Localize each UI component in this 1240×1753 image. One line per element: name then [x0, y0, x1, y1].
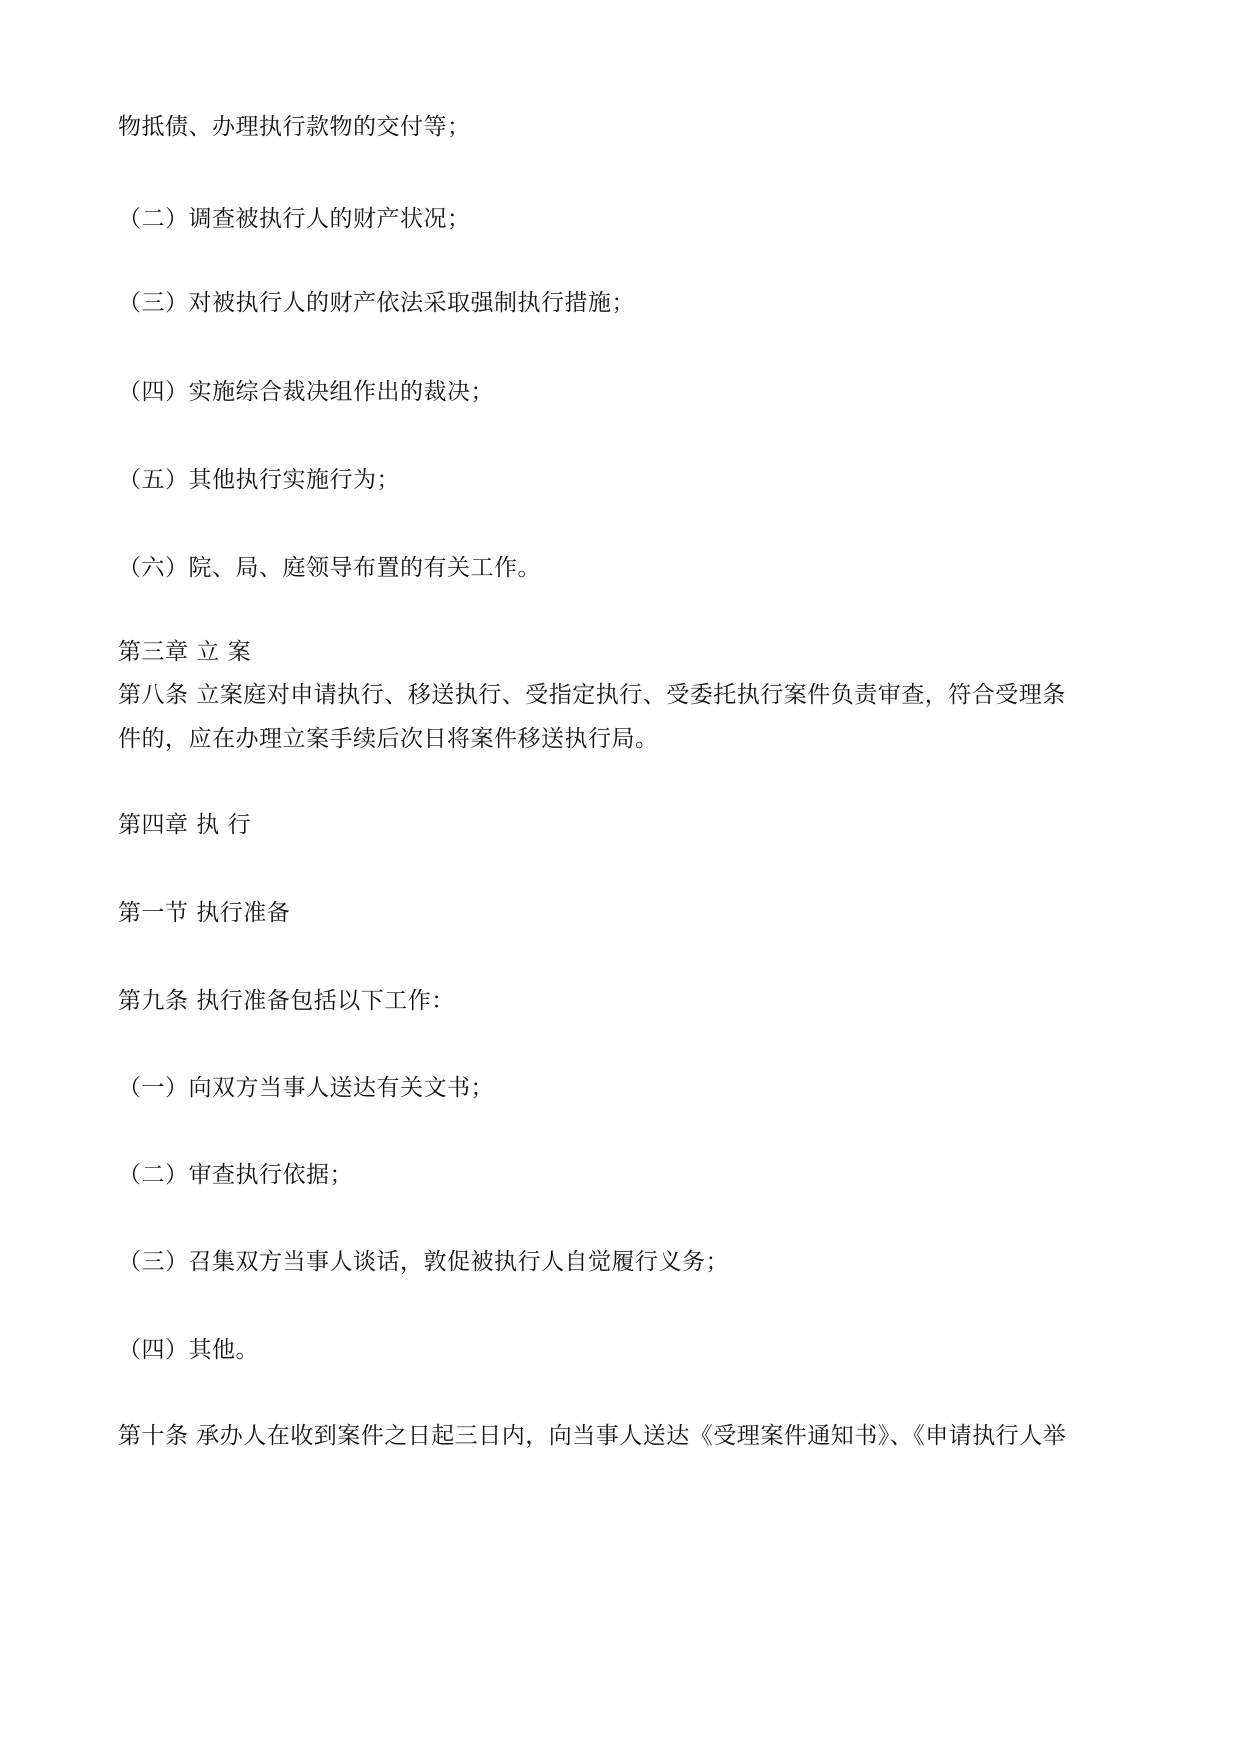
section-heading: 第一节 执行准备 — [118, 900, 291, 926]
chapter-heading: 第四章 执 行 — [118, 812, 252, 838]
text-line: 物抵债、办理执行款物的交付等； — [118, 114, 471, 140]
list-item: （四）实施综合裁决组作出的裁决； — [118, 379, 494, 405]
list-item: （五）其他执行实施行为； — [118, 467, 400, 493]
list-item: （二）审查执行依据； — [118, 1162, 353, 1188]
list-item: （一）向双方当事人送达有关文书； — [118, 1075, 494, 1101]
list-item: （三）对被执行人的财产依法采取强制执行措施； — [118, 290, 635, 316]
list-item: （六）院、局、庭领导布置的有关工作。 — [118, 555, 541, 581]
article-text: 第八条 立案庭对申请执行、移送执行、受指定执行、受委托执行案件负责审查，符合受理条 — [118, 682, 1066, 708]
article-text: 第九条 执行准备包括以下工作： — [118, 988, 455, 1014]
list-item: （三）召集双方当事人谈话，敦促被执行人自觉履行义务； — [118, 1249, 729, 1275]
list-item: （四）其他。 — [118, 1337, 259, 1363]
chapter-heading: 第三章 立 案 — [118, 639, 252, 665]
list-item: （二）调查被执行人的财产状况； — [118, 206, 471, 232]
article-text: 第十条 承办人在收到案件之日起三日内，向当事人送达《受理案件通知书》、《申请执行人举 — [118, 1423, 1067, 1449]
article-text: 件的，应在办理立案手续后次日将案件移送执行局。 — [118, 726, 659, 752]
